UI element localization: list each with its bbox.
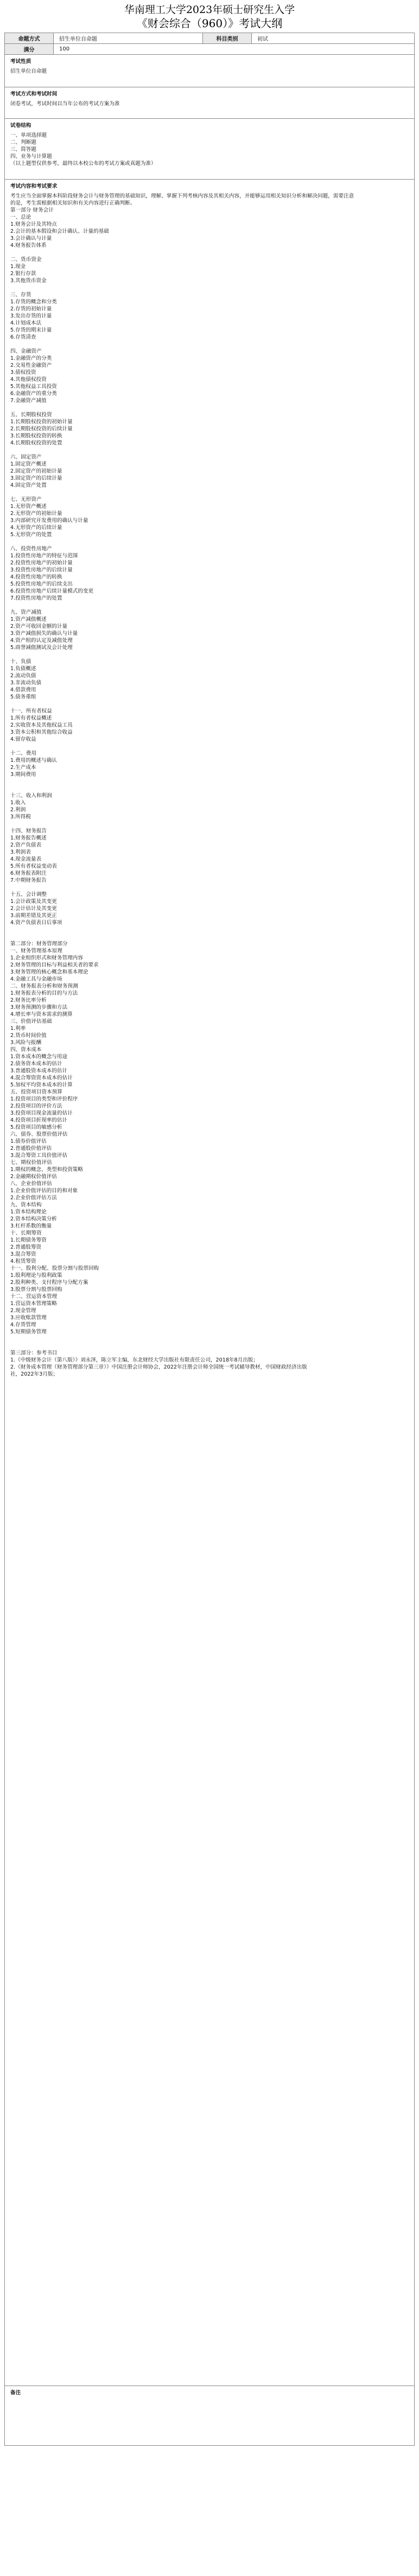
section-line: 第二部分：财务管理部分 xyxy=(10,941,68,947)
section-line: 4.无形资产的后续计量 xyxy=(10,525,62,531)
blank-line xyxy=(10,785,409,792)
section-line: 3.资产减值损失的确认与计量 xyxy=(10,631,78,637)
section-line: 2.生产成本 xyxy=(10,765,36,771)
section-line: 一、总论 xyxy=(10,214,31,220)
section-line: 闭卷考试，考试时间以当年公布的考试方案为准 xyxy=(10,101,120,107)
section-line: 四、业务与计算题 xyxy=(10,154,52,160)
section-line: 2.现金管理 xyxy=(10,1308,36,1314)
section-line: 5.短期债务管理 xyxy=(10,1329,47,1335)
section-box xyxy=(4,55,415,87)
section-line: 八、企业价值评估 xyxy=(10,1181,52,1187)
section-line: 4.计划成本法 xyxy=(10,320,42,326)
section-line: 2.银行存款 xyxy=(10,271,36,277)
section-line: 2.存货的初始计量 xyxy=(10,306,52,312)
blank-line xyxy=(10,447,409,454)
blank-line xyxy=(10,489,409,496)
blank-line xyxy=(10,1343,409,1350)
blank-line xyxy=(10,1335,409,1343)
syllabus-sections xyxy=(4,55,415,2446)
section-line: 1.负债概述 xyxy=(10,666,36,672)
section-line: 3.混合筹资 xyxy=(10,1251,36,1257)
section-line: 社，2022年3月版； xyxy=(10,1371,59,1377)
section-line: 5.投资项目的敏感分析 xyxy=(10,1124,62,1130)
blank-line xyxy=(10,778,409,785)
section-heading: 试卷结构 xyxy=(10,123,31,129)
section-line: 2.普通股价值评估 xyxy=(10,1146,52,1152)
section-line: 二、货币资金 xyxy=(10,257,42,263)
section-line: 四、资本成本 xyxy=(10,1047,42,1053)
section-line: 2.资产负债表 xyxy=(10,842,42,848)
section-line: 1.财务报表分析的目的与方法 xyxy=(10,990,78,996)
section-line: 2.投资项目的评价方法 xyxy=(10,1103,62,1109)
section-line: 十二、费用 xyxy=(10,750,36,756)
score-value-cell: 100 xyxy=(54,44,415,55)
section-line: 2.股利种类、支付程序与分配方案 xyxy=(10,1280,88,1286)
section-line: 1.长期债务筹资 xyxy=(10,1237,47,1243)
section-line: 2.长期股权投资的后续计量 xyxy=(10,426,73,432)
section-line: 1.会计政策及其变更 xyxy=(10,899,57,905)
section-line: 2.货币时间价值 xyxy=(10,1033,47,1039)
section-line: 4.混合筹资资本成本的估计 xyxy=(10,1075,73,1081)
section-heading: 考试内容和考试要求 xyxy=(10,183,58,189)
blank-line xyxy=(10,341,409,348)
section-line: 五、投资项目资本预算 xyxy=(10,1089,62,1095)
section-line: 3.资本公积和其他综合收益 xyxy=(10,729,73,735)
section-line: 4.长期股权投资的处置 xyxy=(10,440,62,446)
section-line: 2.投资性房地产的初始计量 xyxy=(10,560,73,566)
section-line: 三、存货 xyxy=(10,292,31,298)
section-line: 4.财务报告体系 xyxy=(10,243,47,249)
section-line: 3.其他货币资金 xyxy=(10,278,47,284)
section-line: 十四、财务报告 xyxy=(10,828,47,834)
section-line: 1.营运资本管理策略 xyxy=(10,1301,57,1307)
section-line: 九、资本结构 xyxy=(10,1202,42,1208)
section-line: 4.现金流量表 xyxy=(10,856,42,862)
section-line: 二、判断题 xyxy=(10,139,36,145)
section-line: 六、债券、股票价值评估 xyxy=(10,1131,68,1137)
section-line: 3.利润表 xyxy=(10,849,31,855)
section-line: 3.杠杆系数的衡量 xyxy=(10,1223,52,1229)
section-line: 2.金融期权价值评估 xyxy=(10,1174,57,1180)
section-line: 1.投资项目的类型和评价程序 xyxy=(10,1096,78,1102)
section-line: 1.现金 xyxy=(10,264,26,270)
section-line: 2.实收资本及其他权益工具 xyxy=(10,722,73,728)
section-line: 十、负债 xyxy=(10,659,31,665)
score-label-cell: 满分 xyxy=(5,44,54,55)
section-line: 5.债务重组 xyxy=(10,694,36,700)
section-line: 1.利率 xyxy=(10,1026,26,1032)
section-line: 3.投资性房地产的后续计量 xyxy=(10,567,73,573)
section-line: 2.会计的基本假设和会计确认、计量的基础 xyxy=(10,228,109,234)
title-line-2: 《财会综合（960）》考试大纲 xyxy=(136,17,283,30)
section-line: 2.财务比率分析 xyxy=(10,997,47,1003)
section-line: 3.固定资产的后续计量 xyxy=(10,475,62,481)
section-line: 3.普通股资本成本的估计 xyxy=(10,1068,68,1074)
section-line: 4.投资项目折现率的估计 xyxy=(10,1117,68,1123)
section-heading: 备注 xyxy=(10,2390,21,2396)
section-line: 三、简答题 xyxy=(10,147,36,152)
title-line-1: 华南理工大学2023年硕士研究生入学 xyxy=(124,4,295,16)
section-line: 2.财务管理的目标与利益相关者的要求 xyxy=(10,962,99,968)
section-line: 7.金融资产减值 xyxy=(10,398,47,404)
section-line: 2.会计估计及其变更 xyxy=(10,906,57,912)
blank-line xyxy=(10,651,409,658)
section-line: 3.混合筹资工具价值评估 xyxy=(10,1153,68,1159)
section-line: 4.投资性房地产的转换 xyxy=(10,574,62,580)
subject-label-cell: 命题方式 xyxy=(5,33,54,44)
section-line: 第三部分：参考书目 xyxy=(10,1350,58,1356)
section-line: 2.固定资产的初始计量 xyxy=(10,468,62,474)
section-line: 2.无形资产的初始计量 xyxy=(10,511,62,517)
section-line: 3.前期差错及其更正 xyxy=(10,913,57,919)
section-line: 3.所得税 xyxy=(10,814,31,820)
section-line: 2.交易性金融资产 xyxy=(10,362,52,368)
section-line: 四、金融资产 xyxy=(10,348,42,354)
section-line: 4.资产负债表日后事项 xyxy=(10,920,62,926)
section-line: 1.金融资产的分类 xyxy=(10,355,52,361)
section-line: 1.《中级财务会计（第八版）》刘永泽，陈立军主编，东北财经大学出版社有限责任公司，2018年8月出版； xyxy=(10,1357,258,1363)
section-line: 5.投资性房地产的后续支出 xyxy=(10,581,73,587)
section-line: 4.金融工具与金融市场 xyxy=(10,976,62,982)
section-line: 3.内部研究开发费用的确认与计量 xyxy=(10,518,88,524)
section-line: 5.加权平均资本成本的计算 xyxy=(10,1082,73,1088)
section-line: 1.投资性房地产的特征与范围 xyxy=(10,553,78,559)
section-line: 三、价值评估基础 xyxy=(10,1019,52,1025)
section-line: 五、长期股权投资 xyxy=(10,412,52,418)
blank-line xyxy=(10,538,409,545)
section-line: 招生单位自命题 xyxy=(10,68,47,74)
section-box xyxy=(4,119,415,180)
section-line: 八、投资性房地产 xyxy=(10,546,52,552)
section-line: 4.其他债权投资 xyxy=(10,377,47,383)
blank-line xyxy=(10,933,409,940)
section-line: 1.长期股权投资的初始计量 xyxy=(10,419,73,425)
section-line: 3.长期股权投资的转换 xyxy=(10,433,62,439)
section-line: 1.财务报告概述 xyxy=(10,835,47,841)
section-line: 2.普通股筹资 xyxy=(10,1244,42,1250)
section-line: 十三、收入和利润 xyxy=(10,793,52,799)
section-line: 5.存货的期末计量 xyxy=(10,327,52,333)
section-line: 2.《财务成本管理（财务管理部分第三章）》中国注册会计师协会，2022年注册会计师全国统一考试辅导教材，中国财政经济出版 xyxy=(10,1364,307,1370)
blank-line xyxy=(10,404,409,411)
section-line: 6.存货清查 xyxy=(10,334,36,340)
section-line: 七、无形资产 xyxy=(10,497,42,503)
document-title xyxy=(4,3,415,30)
section-line: 1.资本成本的概念与用途 xyxy=(10,1054,68,1060)
blank-line xyxy=(10,926,409,933)
blank-line xyxy=(10,701,409,708)
section-line: 七、期权价值评估 xyxy=(10,1160,52,1166)
section-line: 一、财务管理基本原理 xyxy=(10,948,62,954)
section-line: 1.企业价值评估的目的和对象 xyxy=(10,1188,78,1194)
section-line: 1.债券价值评估 xyxy=(10,1138,47,1144)
section-line: 3.发出存货的计量 xyxy=(10,313,52,319)
section-line: 3.股票分割与股票回购 xyxy=(10,1287,62,1293)
section-line: 4.固定资产处置 xyxy=(10,482,47,488)
section-line: 5.无形资产的处置 xyxy=(10,532,52,538)
section-box xyxy=(4,180,415,2386)
section-line: 十五、会计调整 xyxy=(10,892,47,898)
section-line: 2.利润 xyxy=(10,807,26,813)
exam-info-table xyxy=(4,33,415,55)
section-line: 7.投资性房地产的处置 xyxy=(10,595,62,601)
section-line: 1.无形资产概述 xyxy=(10,504,47,510)
section-line: 3.债权投资 xyxy=(10,370,36,376)
blank-line xyxy=(10,602,409,609)
section-heading: 考试方式和考试时间 xyxy=(10,91,58,97)
section-line: 5.其他权益工具投资 xyxy=(10,384,57,390)
section-line: 1.收入 xyxy=(10,800,26,806)
section-line: 第一部分 财务会计 xyxy=(10,207,54,213)
section-line: 5.商誉减值测试及会计处理 xyxy=(10,645,73,651)
section-line: 4.留存收益 xyxy=(10,736,36,742)
blank-line xyxy=(10,284,409,291)
section-line: 考生应当全面掌握本科阶段财务会计与财务管理的基础知识，理解、掌握下列考核内容及其相关内容，并能够运用相关知识分析和解决问题，需要注意 xyxy=(10,193,354,199)
section-line: 2.资产可收回金额的计量 xyxy=(10,624,68,629)
blank-line xyxy=(10,743,409,750)
blank-line xyxy=(10,249,409,256)
section-line: 二、财务报表分析和财务预测 xyxy=(10,983,78,989)
section-line: 6.投资性房地产后续计量模式的变更 xyxy=(10,588,94,594)
section-line: 十一、所有者权益 xyxy=(10,708,52,714)
section-line: 1.股利理论与股利政策 xyxy=(10,1273,62,1279)
section-line: 1.费用的概述与确认 xyxy=(10,758,57,764)
section-line: （以上题型仅供参考，最终以本校公布的考试方案或真题为准） xyxy=(10,161,156,167)
section-line: 3.投资项目现金流量的估计 xyxy=(10,1110,73,1116)
section-line: 3.财务预测的步骤和方法 xyxy=(10,1004,68,1010)
section-line: 4.存货管理 xyxy=(10,1322,36,1328)
section-line: 4.借款费用 xyxy=(10,687,36,693)
section-line: 4.增长率与资本需求的测算 xyxy=(10,1012,73,1017)
category-label-cell: 科目类别 xyxy=(203,33,252,44)
section-line: 1.企业组织形式和财务管理内容 xyxy=(10,955,83,961)
section-line: 十一、股利分配、股票分割与股票回购 xyxy=(10,1265,99,1271)
section-line: 1.资产减值概述 xyxy=(10,616,47,622)
section-box xyxy=(4,2386,415,2446)
section-line: 3.期间费用 xyxy=(10,772,36,778)
section-line: 2.债务资本成本的估计 xyxy=(10,1061,62,1067)
section-box xyxy=(4,87,415,119)
section-line: 3.会计确认与计量 xyxy=(10,236,52,241)
section-line: 3.风险与报酬 xyxy=(10,1040,42,1046)
blank-line xyxy=(10,884,409,891)
section-line: 2.企业价值评估方法 xyxy=(10,1195,57,1201)
section-line: 2.资本结构决策分析 xyxy=(10,1216,57,1222)
section-line: 3.财务管理的核心概念和基本理论 xyxy=(10,969,88,975)
section-line: 十、长期筹资 xyxy=(10,1230,42,1236)
section-line: 1.资本结构理论 xyxy=(10,1209,47,1215)
section-line: 4.资产组的认定及减值处理 xyxy=(10,638,73,644)
section-line: 6.财务报表附注 xyxy=(10,870,47,876)
section-line: 1.所有者权益概述 xyxy=(10,715,52,721)
section-line: 5.所有者权益变动表 xyxy=(10,863,57,869)
category-value-cell: 初试 xyxy=(252,33,415,44)
section-line: 的是，考生需根据相关知识和有关内容进行正确判断。 xyxy=(10,200,136,206)
section-line: 3.应收账款管理 xyxy=(10,1315,47,1321)
section-line: 2.流动负债 xyxy=(10,673,36,679)
section-heading: 考试性质 xyxy=(10,59,31,65)
section-line: 六、固定资产 xyxy=(10,454,42,460)
section-line: 1.固定资产概述 xyxy=(10,461,47,467)
section-line: 3.非流动负债 xyxy=(10,680,42,686)
section-line: 1.财务会计及其特点 xyxy=(10,221,57,227)
section-line: 4.租赁筹资 xyxy=(10,1258,36,1264)
section-line: 九、资产减值 xyxy=(10,609,42,615)
section-line: 1.期权的概念、类型和投资策略 xyxy=(10,1167,83,1173)
section-line: 6.金融资产的重分类 xyxy=(10,391,57,397)
subject-value-cell: 招生单位自命题 xyxy=(54,33,203,44)
section-line: 十二、营运资本管理 xyxy=(10,1294,58,1300)
blank-line xyxy=(10,820,409,828)
section-line: 一、单项选择题 xyxy=(10,132,47,138)
section-line: 1.存货的概念和分类 xyxy=(10,299,57,305)
section-line: 7.中期财务报告 xyxy=(10,877,47,883)
